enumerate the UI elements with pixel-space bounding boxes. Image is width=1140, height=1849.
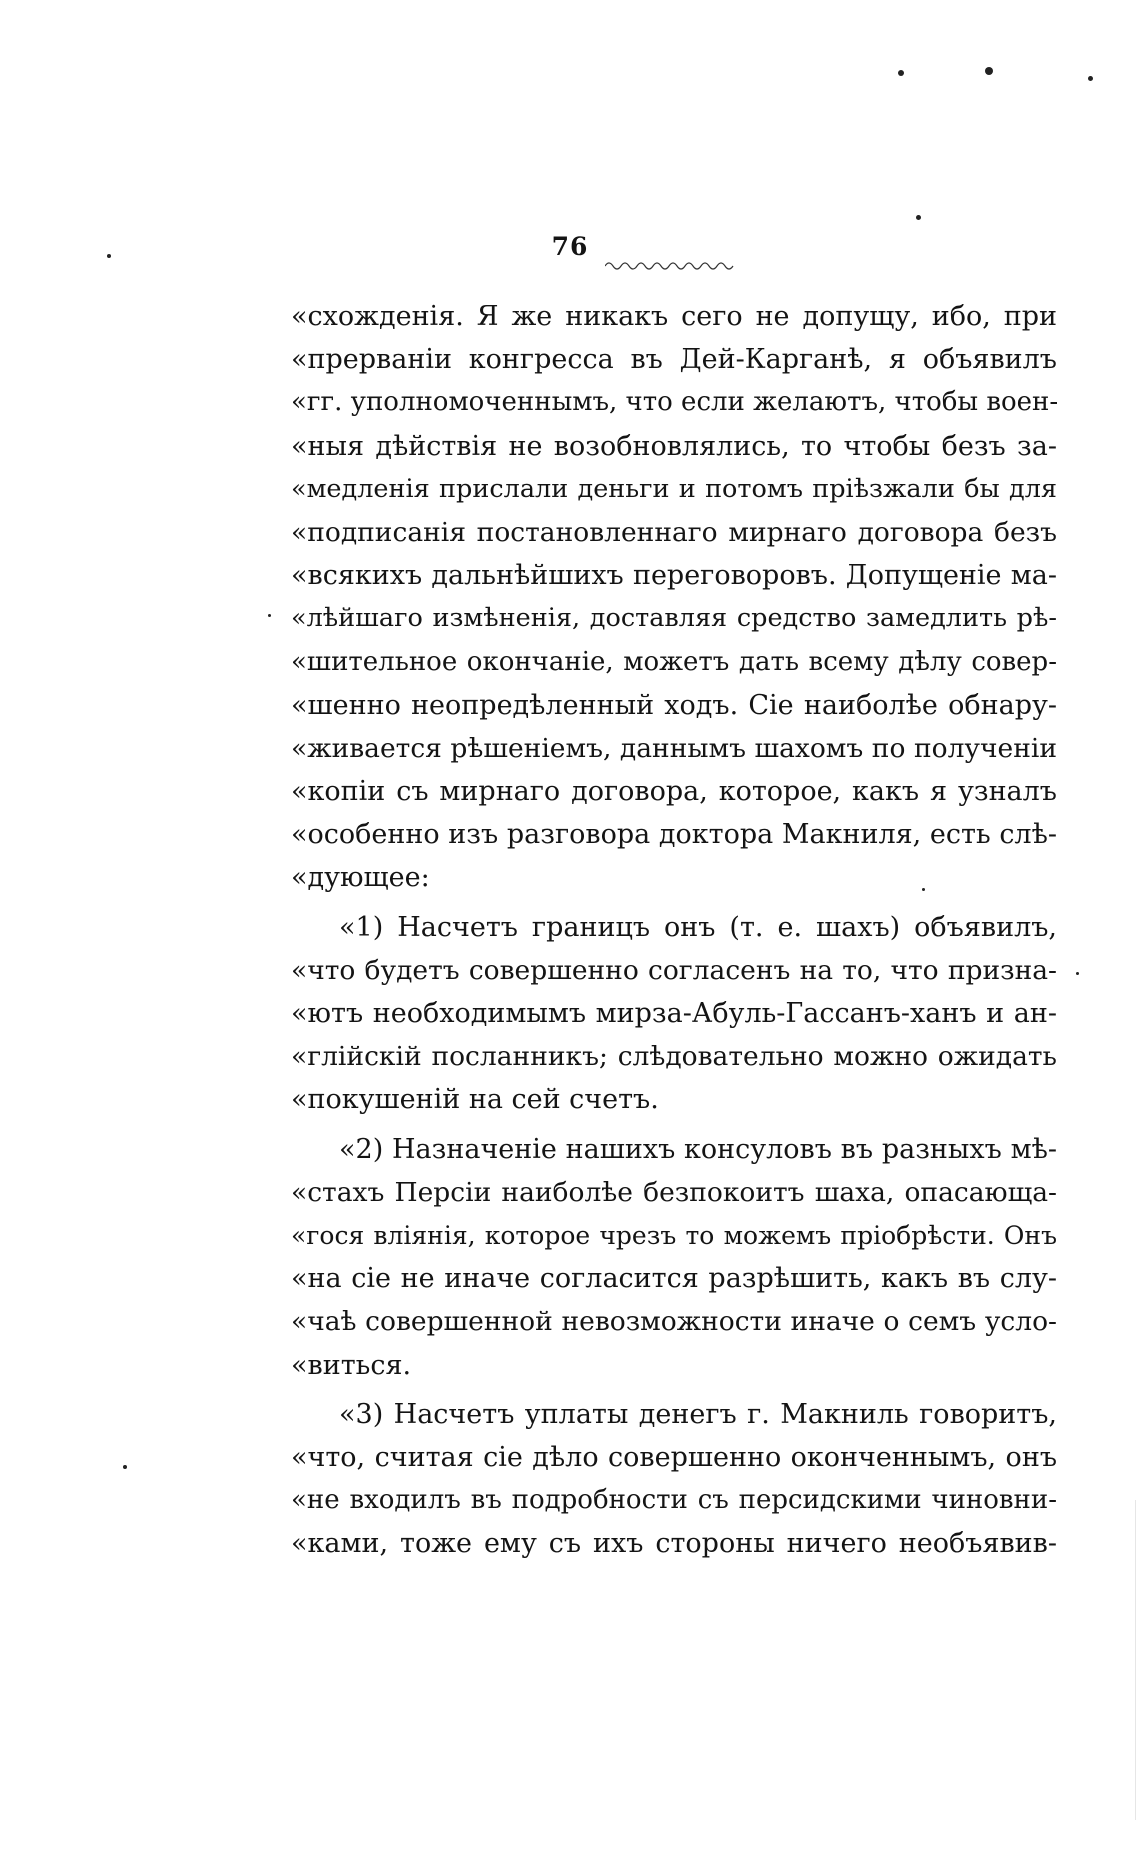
scan-speck [922,888,925,891]
text-line: «на сіе не иначе согласится разрѣшить, какъ въ слу- [291,1263,1057,1295]
scan-speck [268,614,271,617]
text-line: «дующее: [291,862,430,894]
text-line: «не входилъ въ подробности съ персидскими чиновни- [291,1485,1057,1516]
text-line: «лѣйшаго измѣненія, доставляя средство замедлить рѣ- [291,603,1057,634]
paragraph-2 [291,906,1057,1122]
text-line: «шительное окончаніе, можетъ дать всему дѣлу совер- [291,646,1057,677]
text-line: «1) Насчетъ границъ онъ (т. е. шахъ) объявилъ, [339,911,1057,943]
text-line: «медленія прислали деньги и потомъ пріѣзжали бы для [291,473,1057,504]
text-line: «гося вліянія, которое чрезъ то можемъ пріобрѣсти. Онъ [291,1220,1057,1250]
text-line: «глійскій посланникъ; слѣдовательно можно ожидать [291,1041,1057,1073]
wavy-ornament [605,258,735,270]
text-line: «чаѣ совершенной невозможности иначе о семъ усло- [291,1306,1057,1338]
scan-speck [1088,76,1093,81]
text-line: «что будетъ совершенно согласенъ на то, что призна- [291,954,1057,986]
text-line: «особенно изъ разговора доктора Макниля, есть слѣ- [291,819,1057,851]
text-line: «схожденія. Я же никакъ сего не допущу, ибо, при [291,301,1057,332]
text-line: «3) Насчетъ уплаты денегъ г. Макниль говоритъ, [339,1398,1057,1430]
scan-speck [898,70,904,76]
text-line: «ютъ необходимымъ мирза-Абуль-Гассанъ-ханъ и ан- [291,998,1057,1029]
scan-speck [916,215,921,220]
text-line: «ныя дѣйствія не возобновлялись, то чтобы безъ за- [291,430,1057,462]
scan-speck [985,67,993,75]
paragraph-4 [291,1393,1057,1566]
text-line: «что, считая сіе дѣло совершенно оконченнымъ, онъ [291,1441,1057,1473]
paragraph-1 [291,295,1057,900]
text-line: «копіи съ мирнаго договора, которое, какъ я узналъ [291,776,1057,808]
text-line: «живается рѣшеніемъ, даннымъ шахомъ по полученіи [291,732,1057,764]
text-line: «ками, тоже ему съ ихъ стороны ничего необъявив- [291,1528,1057,1560]
text-line: «виться. [291,1349,412,1381]
paragraph-3 [291,1128,1057,1387]
text-line: «гг. уполномоченнымъ, что если желаютъ, чтобы воен- [291,387,1059,418]
text-line: «подписанія постановленнаго мирнаго договора безъ [291,516,1057,548]
text-line: «прерваніи конгресса въ Дей-Карганѣ, я объявилъ [291,344,1057,376]
scan-speck [123,1465,127,1469]
text-line: «всякихъ дальнѣйшихъ переговоровъ. Допущеніе ма- [291,560,1057,592]
scan-speck [1076,972,1079,975]
text-line: «2) Назначеніе нашихъ консуловъ въ разныхъ мѣ- [339,1133,1057,1165]
text-line: «покушеній на сей счетъ. [291,1084,659,1116]
scan-edge-line [1135,1500,1136,1820]
page-number: 76 [551,232,589,261]
text-line: «шенно неопредѣленный ходъ. Сіе наиболѣе обнару- [291,689,1057,721]
text-line: «стахъ Персіи наиболѣе безпокоитъ шаха, опасающа- [291,1176,1057,1208]
body-text [291,295,1057,1565]
scan-speck [107,254,111,258]
